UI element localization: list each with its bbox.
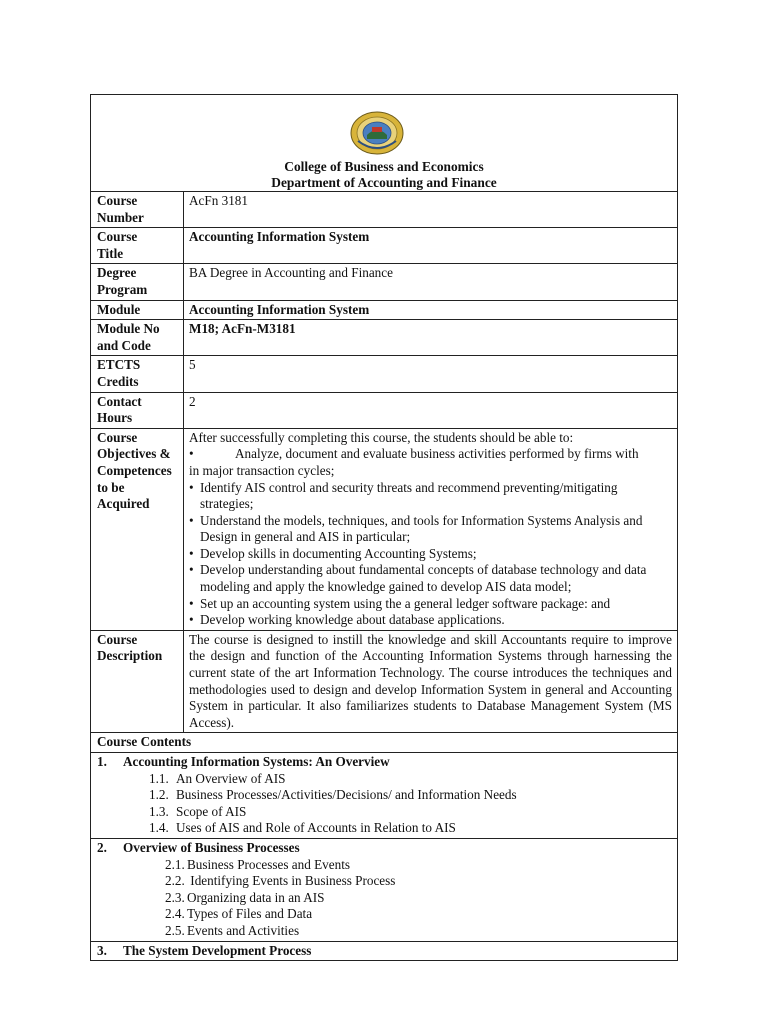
list-item [165,857,671,874]
course-number-value: AcFn 3181 [189,193,248,208]
objective-text-continued: in major transaction cycles; [189,462,335,478]
label-text: Objectives & [97,446,171,462]
list-item: • Develop understanding about fundamental concepts of database technology and data modeling and apply the knowledge gained to develop AIS data model; [189,562,672,595]
list-item [149,787,671,804]
list-item: • Identify AIS control and security threats and recommend preventing/mitigating strategies; [189,480,672,513]
list-item: • Set up an accounting system using the a general ledger software package: and [189,596,672,613]
label-text: Contact [97,393,142,409]
etcts-value: 5 [189,357,196,373]
row-etcts [91,356,677,392]
label-text: Acquired [97,496,150,512]
subsection-number: 2.5. [165,922,185,938]
subsection-number: 2.2. [165,873,185,889]
label-text: Module No [97,321,160,337]
course-outline-table [90,94,678,961]
list-item [165,873,671,890]
list-item [165,906,671,923]
university-seal-logo [350,111,404,155]
label-text: Course [97,193,138,208]
row-module [91,301,677,321]
row-degree-program [91,264,677,300]
row-course-number [91,192,677,228]
row-module-no [91,320,677,356]
label-text: Description [97,648,163,664]
document-header [91,95,677,192]
college-name: College of Business and Economics [284,159,484,174]
label-text: to be [97,479,125,495]
section-title [97,840,671,857]
label-text: and Code [97,337,151,353]
subsection-text: Types of Files and Data [187,906,313,922]
subsection-number: 2.3. [165,889,185,905]
objective-text: Analyze, document and evaluate business activities performed by firms with [235,446,639,462]
subsection-text: Business Processes/Activities/Decisions/ and Information Needs [176,787,517,803]
label-text: Course [97,229,138,245]
course-contents-heading: Course Contents [97,734,192,750]
row-objectives [91,429,677,631]
row-course-title [91,228,677,264]
list-item [149,820,671,837]
subsection-number: 1.4. [149,820,169,836]
row-section-2 [91,839,677,942]
subsection-number: 2.4. [165,906,185,922]
objectives-value [184,429,677,630]
subsection-text: Uses of AIS and Role of Accounts in Relation to AIS [176,820,456,836]
list-item: • Develop skills in documenting Accounting Systems; [189,546,672,563]
list-item [165,890,671,907]
subsection-number: 1.3. [149,803,169,819]
label-text: Module [97,301,141,317]
subsection-text: Events and Activities [187,922,300,938]
section-number: 3. [97,942,107,958]
row-contact-hours [91,393,677,429]
section-title-text: The System Development Process [123,942,312,958]
subsection-list [97,857,671,940]
subsection-text: Scope of AIS [176,803,247,819]
module-value: Accounting Information System [189,301,370,317]
label-text: Credits [97,373,139,389]
section-title-text: Overview of Business Processes [123,839,300,855]
label-text: Course [97,631,138,647]
contact-hours-value: 2 [189,393,196,409]
department-name: Department of Accounting and Finance [271,175,497,190]
label-text: ETCTS [97,357,141,373]
course-title-value: Accounting Information System [189,229,370,245]
section-number: 1. [97,754,107,769]
list-item: • Understand the models, techniques, and tools for Information Systems Analysis and Design in general and AIS in particular; [189,513,672,546]
module-no-value: M18; AcFn-M3181 [189,321,296,337]
label-text: Number [97,209,144,225]
label-text: Hours [97,410,133,426]
list-item: • Develop working knowledge about database applications. [189,612,672,629]
list-item [149,771,671,788]
list-item [165,923,671,940]
row-section-3 [91,942,677,961]
subsection-number: 1.1. [149,770,169,786]
label-text: Program [97,281,148,297]
subsection-text: Organizing data in an AIS [187,889,325,905]
objective-first-bullet [189,446,672,463]
section-title [97,943,671,960]
course-description-text: The course is designed to instill the knowledge and skill Accountants require to improve the design and function of the Accounting Information Systems through harnessing the current state of the art Information Technology. The course introduces the techniques and methodologies used to design and develop Information System in general and Accounting System in particular. It also familiarizes students to Database Management System (MS Access). [189,631,672,730]
subsection-list [97,771,671,837]
objectives-list [189,480,672,629]
row-description [91,631,677,734]
bullet-mark: • [189,446,194,462]
section-number: 2. [97,839,107,855]
list-item [149,804,671,821]
label-text: Course [97,429,138,445]
section-title-text: Accounting Information Systems: An Overview [123,754,390,769]
subsection-number: 2.1. [165,856,185,872]
subsection-text: Identifying Events in Business Process [187,873,396,889]
label-text: Degree [97,265,137,281]
row-contents-heading [91,733,677,753]
subsection-text: An Overview of AIS [176,770,286,786]
section-title [97,754,671,771]
objectives-intro: After successfully completing this course, the students should be able to: [189,429,574,445]
degree-program-value: BA Degree in Accounting and Finance [189,265,393,281]
subsection-text: Business Processes and Events [187,856,350,872]
label-text: Title [97,245,124,261]
label-text: Competences [97,462,172,478]
subsection-number: 1.2. [149,787,169,803]
row-section-1 [91,753,677,839]
